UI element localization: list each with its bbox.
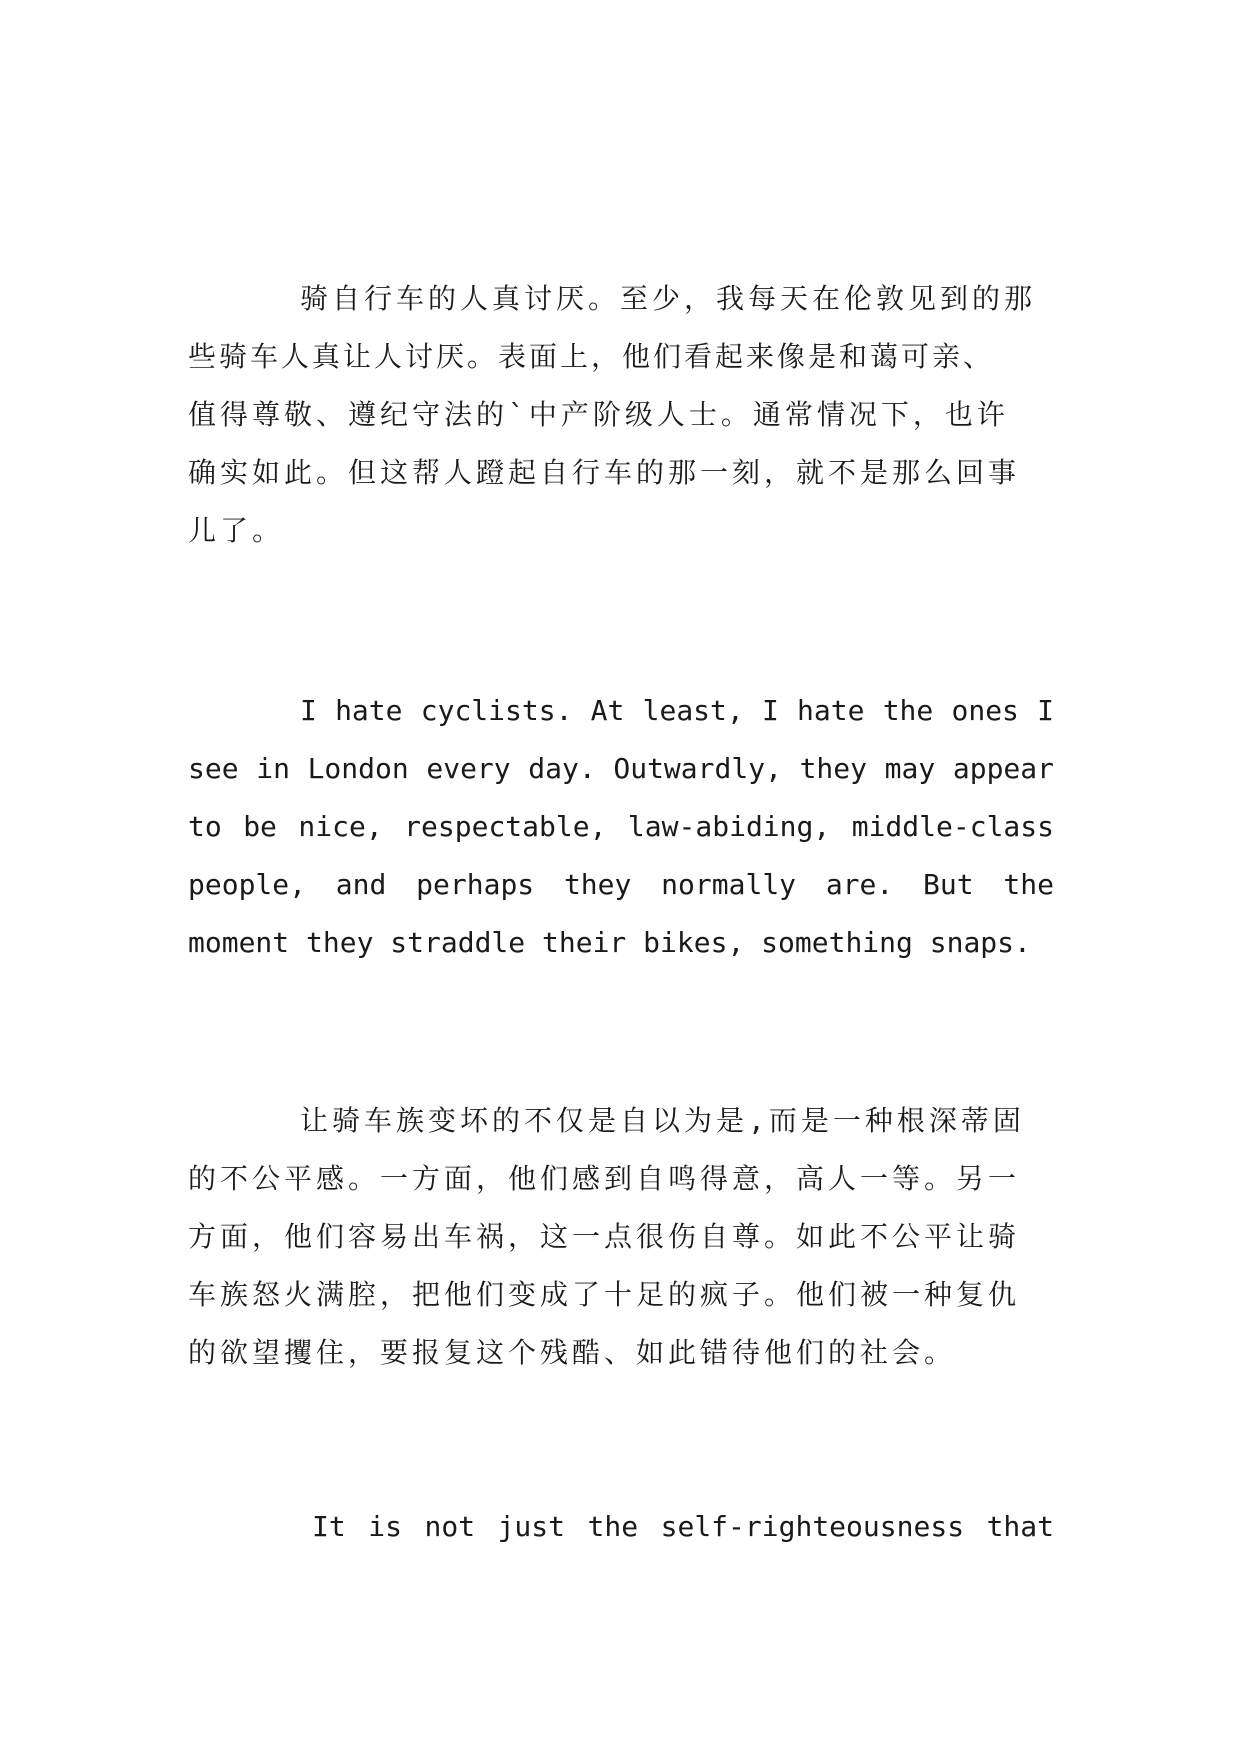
- text-line: I hate cyclists. At least, I hate the ones I: [300, 694, 1054, 727]
- text-line: to be nice, respectable, law-abiding, middle-class: [188, 810, 1054, 843]
- paragraph-english-1: [188, 682, 1054, 972]
- text-line: 的欲望攫住，要报复这个残酷、如此错待他们的社会。: [188, 1336, 957, 1369]
- text-line: 让骑车族变坏的不仅是自以为是,而是一种根深蒂固: [300, 1104, 1025, 1137]
- text-line: 值得尊敬、遵纪守法的`中产阶级人士。通常情况下，也许: [188, 398, 1009, 431]
- text-line: It is not just the self-righteousness that: [312, 1510, 1054, 1543]
- text-line: moment they straddle their bikes, something snaps.: [188, 926, 1031, 959]
- paragraph-chinese-1: [188, 270, 1054, 560]
- text-line: 的不公平感。一方面，他们感到自鸣得意，高人一等。另一: [188, 1162, 1021, 1195]
- paragraph-chinese-2: [188, 1092, 1054, 1382]
- text-line: 些骑车人真让人讨厌。表面上，他们看起来像是和蔼可亲、: [188, 340, 995, 373]
- text-line: 确实如此。但这帮人蹬起自行车的那一刻，就不是那么回事: [188, 456, 1021, 489]
- text-line: 骑自行车的人真讨厌。至少，我每天在伦敦见到的那: [300, 282, 1037, 315]
- text-line: 儿了。: [188, 514, 285, 547]
- paragraph-english-2: [188, 1498, 1054, 1556]
- text-line: people, and perhaps they normally are. But the: [188, 868, 1054, 901]
- text-line: see in London every day. Outwardly, they may appear: [188, 752, 1054, 785]
- text-line: 车族怒火满腔，把他们变成了十足的疯子。他们被一种复仇: [188, 1278, 1021, 1311]
- text-line: 方面，他们容易出车祸，这一点很伤自尊。如此不公平让骑: [188, 1220, 1021, 1253]
